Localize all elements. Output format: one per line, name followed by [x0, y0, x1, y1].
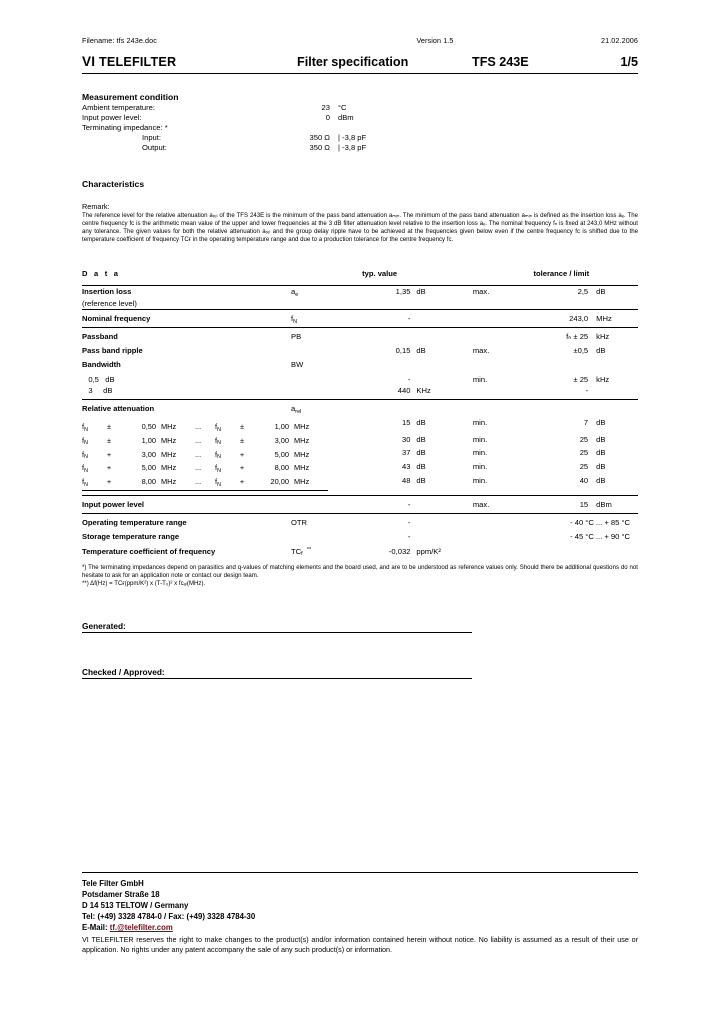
row-typ-value: 1,35	[362, 286, 416, 298]
table-header-row	[82, 268, 638, 286]
measurement-value: 350 Ω	[309, 143, 330, 153]
freq-sign: ±	[239, 435, 245, 445]
signature-gap	[82, 633, 472, 667]
bandwidth-typ: -	[407, 374, 411, 384]
freq-unit: MHz	[294, 476, 328, 491]
freq-sign: ±	[239, 422, 245, 432]
characteristics-title: Characteristics	[82, 178, 145, 189]
freq-offset: 1,00	[141, 435, 156, 445]
row-qualifier: min.	[472, 434, 488, 444]
range-dots: ...	[195, 449, 202, 459]
bandwidth-tolerance-unit: kHz	[596, 374, 610, 384]
freq-sub: N	[217, 426, 221, 433]
page-footer	[82, 872, 638, 954]
freq-unit: MHz	[294, 422, 310, 432]
row-typ-value: 30	[401, 434, 411, 444]
row-qualifier: max.	[473, 496, 534, 514]
freq-base: f	[215, 463, 218, 473]
freq-symbol	[82, 418, 98, 432]
generated-label: Generated:	[82, 620, 126, 631]
row-qualifier: min.	[473, 475, 534, 496]
row-typ-value	[362, 328, 416, 343]
freq-sign: +	[106, 463, 112, 473]
row-symbol	[291, 543, 362, 560]
spacer-cell	[291, 371, 362, 385]
row-typ-unit: dB	[416, 346, 426, 356]
row-tolerance: 243,0	[533, 310, 596, 328]
row-label: Pass band ripple	[82, 346, 143, 356]
measurement-value: 350 Ω	[309, 133, 330, 143]
frequency-range	[82, 461, 362, 475]
company-email-row	[82, 922, 638, 933]
company-city: D 14 513 TELTOW / Germany	[82, 901, 189, 911]
freq-sub: N	[84, 467, 88, 474]
row-typ-value: -	[407, 518, 411, 528]
footnote-marker: **	[306, 546, 312, 553]
row-typ-value: -	[407, 532, 411, 542]
table-row	[82, 543, 638, 560]
filename-label: Filename: tfs 243e.doc	[82, 36, 157, 45]
range-dots: ...	[195, 476, 215, 491]
row-typ-unit	[416, 356, 472, 370]
row-typ-value: 0,15	[395, 346, 411, 356]
frequency-range-inner	[82, 448, 328, 459]
measurement-condition-table	[82, 102, 398, 153]
page-title: Filter specification	[297, 55, 409, 69]
freq-symbol	[215, 418, 231, 432]
row-tolerance: 25	[579, 462, 589, 472]
freq-unit: MHz	[161, 463, 177, 473]
row-qualifier	[473, 310, 534, 328]
measurement-label: Ambient temperature:	[82, 102, 156, 112]
freq-sub: N	[217, 481, 221, 488]
freq-base: f	[215, 422, 218, 432]
freq-base: f	[82, 463, 85, 473]
table-row	[82, 328, 638, 343]
date-label: 21.02.2006	[601, 36, 638, 45]
measurement-condition-title: Measurement condition	[82, 92, 179, 102]
freq-sign: +	[231, 476, 253, 491]
row-typ-unit: dB	[416, 286, 472, 298]
freq-base: f	[82, 435, 85, 445]
measurement-unit: | -3,8 pF	[338, 143, 367, 153]
freq-offset: 3,00	[274, 435, 289, 445]
freq-unit: MHz	[161, 449, 177, 459]
freq-symbol	[82, 435, 98, 446]
email-label: E-Mail:	[82, 923, 108, 933]
freq-sign: +	[98, 476, 120, 491]
checked-signature-line[interactable]	[82, 678, 472, 679]
spacer-cell	[416, 399, 472, 414]
bandwidth-tolerance: ± 25	[573, 374, 589, 384]
measurement-label: Output:	[142, 143, 167, 153]
freq-unit: MHz	[294, 449, 310, 459]
freq-offset: 5,00	[274, 449, 289, 459]
freq-base: f	[82, 422, 85, 432]
freq-unit: MHz	[161, 435, 177, 445]
checked-approved-label: Checked / Approved:	[82, 666, 165, 677]
measurement-row	[82, 112, 398, 122]
row-symbol	[291, 496, 362, 514]
row-tolerance: ±0,5	[573, 346, 589, 356]
company-logo	[82, 54, 297, 69]
measurement-label: Input power level:	[82, 112, 142, 122]
bandwidth-level-value: 0,5	[88, 374, 99, 384]
row-symbol	[291, 286, 362, 298]
sheet-body	[82, 36, 638, 679]
row-tolerance: 25	[579, 434, 589, 444]
table-row-subtext	[82, 298, 638, 310]
frequency-range-inner	[82, 435, 328, 446]
legal-disclaimer: VI TELEFILTER reserves the right to make changes to the product(s) and/or information contained herein without notice. No liability is assumed as a result of their use or application. No rights under any patent accompany the sale of any such product(s) or information.	[82, 935, 638, 954]
row-tolerance-unit: dB	[596, 462, 606, 472]
freq-base: f	[82, 449, 85, 459]
row-symbol: PB	[291, 332, 302, 341]
freq-symbol	[215, 435, 231, 446]
freq-offset: 8,00	[274, 463, 289, 473]
bandwidth-typ-unit	[416, 371, 472, 385]
freq-sub: N	[217, 467, 221, 474]
row-typ-value: 15	[401, 418, 411, 428]
table-row	[82, 356, 638, 370]
spacer-cell	[473, 399, 534, 414]
row-typ-unit	[416, 310, 472, 328]
frequency-range	[82, 414, 362, 433]
row-symbol: OTR	[291, 518, 308, 528]
freq-offset: 1,00	[274, 422, 289, 432]
column-header-qualifier	[473, 268, 534, 286]
freq-symbol	[215, 462, 231, 473]
bandwidth-level	[82, 385, 291, 400]
row-typ-unit: dB	[416, 448, 426, 458]
freq-unit: MHz	[161, 476, 195, 491]
row-typ-value: 48	[362, 475, 416, 496]
measurement-unit	[338, 122, 398, 132]
row-qualifier	[473, 328, 534, 343]
measurement-value: 0	[325, 112, 330, 122]
symbol-base: a	[291, 287, 296, 297]
row-tolerance-unit: dBm	[596, 496, 638, 514]
row-typ-value	[362, 356, 416, 370]
row-qualifier: max.	[472, 346, 490, 356]
row-tolerance	[533, 356, 596, 370]
freq-sign: ±	[106, 435, 112, 445]
part-number: TFS 243E	[472, 55, 529, 69]
row-tolerance-unit: MHz	[596, 310, 638, 328]
relative-attenuation-row	[82, 475, 638, 496]
document-meta-bar	[82, 36, 638, 45]
logo-wordmark: TELEFILTER	[98, 55, 177, 69]
row-typ-unit: dB	[416, 434, 426, 444]
frequency-range-inner	[82, 476, 328, 491]
freq-symbol	[215, 476, 231, 491]
freq-offset: 20,00	[253, 476, 294, 491]
freq-base: f	[215, 477, 218, 487]
row-symbol	[291, 528, 362, 542]
row-tolerance: 40	[533, 475, 596, 496]
remark-label: Remark:	[82, 201, 110, 211]
row-typ-unit: ppm/K²	[416, 546, 441, 556]
measurement-unit: dBm	[338, 112, 354, 122]
row-typ-unit	[416, 496, 472, 514]
row-qualifier: min.	[472, 462, 488, 472]
measurement-value: 23	[321, 102, 330, 112]
bandwidth-qualifier	[473, 385, 534, 400]
table-row	[82, 514, 638, 529]
relative-attenuation-header-row	[82, 399, 638, 414]
version-label: Version 1.5	[416, 36, 454, 45]
measurement-row	[82, 102, 398, 112]
row-tolerance-unit: dB	[596, 346, 606, 356]
freq-unit: MHz	[161, 422, 177, 432]
range-dots: ...	[195, 435, 202, 445]
row-typ-unit: dB	[416, 418, 426, 428]
freq-sub: N	[84, 440, 88, 447]
bandwidth-level	[82, 371, 291, 385]
frequency-range	[82, 434, 362, 448]
row-typ-unit	[416, 528, 472, 542]
characteristics-section	[82, 179, 638, 244]
measurement-row	[82, 143, 398, 153]
bandwidth-tolerance-unit	[596, 385, 638, 400]
row-symbol	[291, 310, 362, 328]
row-tolerance	[533, 543, 596, 560]
bandwidth-level-unit: dB	[103, 385, 113, 395]
row-tolerance-unit	[596, 356, 638, 370]
frequency-range	[82, 475, 362, 496]
freq-sub: N	[84, 481, 88, 488]
row-typ-unit: dB	[416, 475, 472, 496]
row-tolerance-unit: dB	[596, 434, 606, 444]
freq-symbol	[82, 462, 98, 473]
column-header-data: D a t a	[82, 269, 121, 279]
row-qualifier	[473, 543, 534, 560]
row-typ-value: -0,032	[388, 546, 411, 556]
frequency-range	[82, 447, 362, 461]
measurement-condition-section	[82, 92, 638, 153]
row-label: Relative attenuation	[82, 403, 155, 413]
measurement-unit: °C	[338, 102, 347, 112]
remark-text: The reference level for the relative attenuation aᵣₑₗ of the TFS 243E is the minimum of the pass band attenuation aₘᵢₙ. The minimum of the pass band attenuation aₘᵢₙ is defined as the insertion loss aₑ. The centre frequency fᴄ is the arithmetic mean value of the upper and lower frequencies at the 3 dB filter attenuation level relative to the insertion loss aₑ. The nominal frequency fₙ is fixed at 243,0 MHz without any tolerance. The given values for both the relative attenuation aᵣₑₗ and the group delay ripple have to be achieved at the frequencies given below even if the centre frequency fᴄ is shifted due to the temperature coefficient of frequency TCғ in the operating temperature range and due to a production tolerance for the centre frequency fᴄ.	[82, 211, 638, 244]
freq-base: f	[215, 449, 218, 459]
row-tolerance-unit: dB	[596, 286, 638, 298]
symbol-subscript: e	[295, 292, 299, 299]
measurement-row	[82, 122, 398, 132]
row-label: Bandwidth	[82, 360, 121, 370]
row-label: Storage temperature range	[82, 532, 180, 542]
specification-table	[82, 268, 638, 559]
spacer-cell	[291, 385, 362, 400]
symbol-subscript: rel	[295, 408, 302, 415]
logo-vi-mark: VI	[82, 54, 96, 69]
freq-symbol	[215, 448, 231, 459]
row-typ-value: -	[362, 310, 416, 328]
row-qualifier: max.	[473, 286, 534, 298]
row-typ-unit	[416, 328, 472, 343]
row-tolerance: - 45 °C ... + 90 °C	[570, 532, 630, 542]
range-dots: ...	[195, 422, 202, 432]
row-tolerance-unit: kHz	[596, 332, 610, 341]
column-header-typ-value: typ. value	[362, 269, 398, 279]
row-tolerance: 7	[583, 418, 589, 428]
freq-symbol	[82, 476, 98, 491]
measurement-unit: | -3,8 pF	[338, 133, 367, 143]
measurement-label: Terminating impedance: *	[82, 122, 168, 132]
row-typ-unit	[416, 514, 472, 529]
row-qualifier: min.	[472, 448, 488, 458]
freq-sub: N	[217, 440, 221, 447]
row-label: Nominal frequency	[82, 310, 291, 328]
row-tolerance: 25	[579, 448, 589, 458]
footnote-1: *) The terminating impedances depend on parasitics and q-values of matching elements and the board used, and are to be understood as reference values only. Should there be additional questions do not hesitate to ask for an application note or contact our design team.	[82, 563, 638, 579]
row-label: Passband	[82, 332, 118, 341]
freq-unit: MHz	[294, 435, 310, 445]
company-street: Potsdamer Straße 18	[82, 890, 160, 900]
relative-attenuation-row	[82, 434, 638, 448]
freq-symbol	[82, 448, 98, 459]
footer-divider	[82, 872, 638, 873]
bandwidth-level-value: 3	[88, 385, 93, 395]
row-symbol	[291, 342, 362, 356]
freq-sub: N	[217, 454, 221, 461]
freq-base: f	[82, 477, 85, 487]
symbol-base: a	[291, 403, 296, 413]
row-tolerance-unit: dB	[596, 418, 606, 428]
spacer-cell	[362, 399, 416, 414]
symbol-subscript: f	[301, 551, 303, 558]
relative-attenuation-row	[82, 447, 638, 461]
bandwidth-row	[82, 385, 638, 400]
row-symbol: BW	[291, 360, 304, 370]
row-qualifier: min.	[472, 418, 488, 428]
row-typ-value: 43	[401, 462, 411, 472]
signature-section	[82, 621, 472, 679]
freq-sub: N	[84, 454, 88, 461]
symbol-base: f	[291, 314, 294, 323]
measurement-label: Input:	[142, 133, 161, 143]
row-qualifier	[473, 356, 534, 370]
table-row	[82, 528, 638, 542]
company-name: Tele Filter GmbH	[82, 879, 144, 888]
spacer-cell	[596, 399, 638, 414]
relative-attenuation-row	[82, 461, 638, 475]
table-row	[82, 286, 638, 298]
row-qualifier	[473, 514, 534, 529]
row-tolerance-unit: dB	[596, 475, 638, 496]
range-dots: ...	[195, 463, 202, 473]
freq-base: f	[215, 435, 218, 445]
row-qualifier	[473, 528, 534, 542]
frequency-range-inner	[82, 418, 328, 432]
measurement-row	[82, 133, 398, 143]
column-header-symbol	[291, 268, 362, 286]
spacer-cell	[533, 399, 596, 414]
bandwidth-qualifier: min.	[472, 374, 488, 384]
row-tolerance: fₙ ± 25	[566, 332, 589, 341]
column-header-tolerance: tolerance / limit	[533, 269, 590, 279]
company-phone: Tel: (+49) 3328 4784-0 / Fax: (+49) 3328 4784-30	[82, 912, 256, 922]
freq-sub: N	[84, 426, 88, 433]
table-row	[82, 310, 638, 328]
row-label: Input power level	[82, 496, 291, 514]
spacer-cell	[473, 298, 534, 310]
row-label: Insertion loss	[82, 286, 291, 298]
bandwidth-typ-unit: KHz	[416, 385, 472, 400]
frequency-range-inner	[82, 462, 328, 473]
bandwidth-typ: 440	[362, 385, 416, 400]
header-divider	[82, 73, 638, 74]
company-address-block	[82, 878, 638, 933]
footnote-2: **) Δf(Hz) = TCғ(ppm/K²) x (T-T₀)² x fᴄₐₗ(MHz).	[82, 580, 206, 588]
spacer-cell	[596, 298, 638, 310]
freq-sign: +	[106, 449, 112, 459]
freq-sign: +	[239, 449, 245, 459]
row-symbol	[291, 399, 362, 414]
table-row	[82, 496, 638, 514]
row-tolerance: - 40 °C ... + 85 °C	[570, 518, 630, 528]
freq-offset: 5,00	[141, 463, 156, 473]
symbol-base: TC	[291, 546, 302, 556]
freq-sign: ±	[106, 422, 112, 432]
freq-sign: +	[239, 463, 245, 473]
row-typ-value: 37	[401, 448, 411, 458]
bandwidth-row	[82, 371, 638, 385]
relative-attenuation-row	[82, 414, 638, 433]
freq-offset: 8,00	[120, 476, 161, 491]
bandwidth-level-unit: dB	[105, 374, 115, 384]
footnotes-section	[82, 564, 638, 589]
freq-unit: MHz	[294, 463, 310, 473]
row-tolerance-unit: dB	[596, 448, 606, 458]
row-label: Temperature coefficient of frequency	[82, 546, 216, 556]
spacer-cell	[533, 298, 596, 310]
row-label: Operating temperature range	[82, 518, 187, 528]
row-tolerance: 15	[533, 496, 596, 514]
row-sublabel: (reference level)	[82, 298, 291, 310]
spacer-cell	[416, 298, 472, 310]
measurement-value	[292, 122, 338, 132]
page-number: 1/5	[620, 55, 638, 69]
row-tolerance-unit	[596, 543, 638, 560]
spacer-cell	[291, 298, 362, 310]
email-link[interactable]: tf.@telefilter.com	[109, 923, 173, 933]
spacer-cell	[362, 298, 416, 310]
freq-offset: 0,50	[141, 422, 156, 432]
table-row	[82, 342, 638, 356]
freq-offset: 3,00	[141, 449, 156, 459]
row-tolerance: 2,5	[533, 286, 596, 298]
row-typ-value: -	[362, 496, 416, 514]
row-typ-unit: dB	[416, 462, 426, 472]
bandwidth-tolerance: -	[533, 385, 596, 400]
document-title-bar	[82, 54, 638, 69]
symbol-subscript: N	[293, 318, 298, 325]
